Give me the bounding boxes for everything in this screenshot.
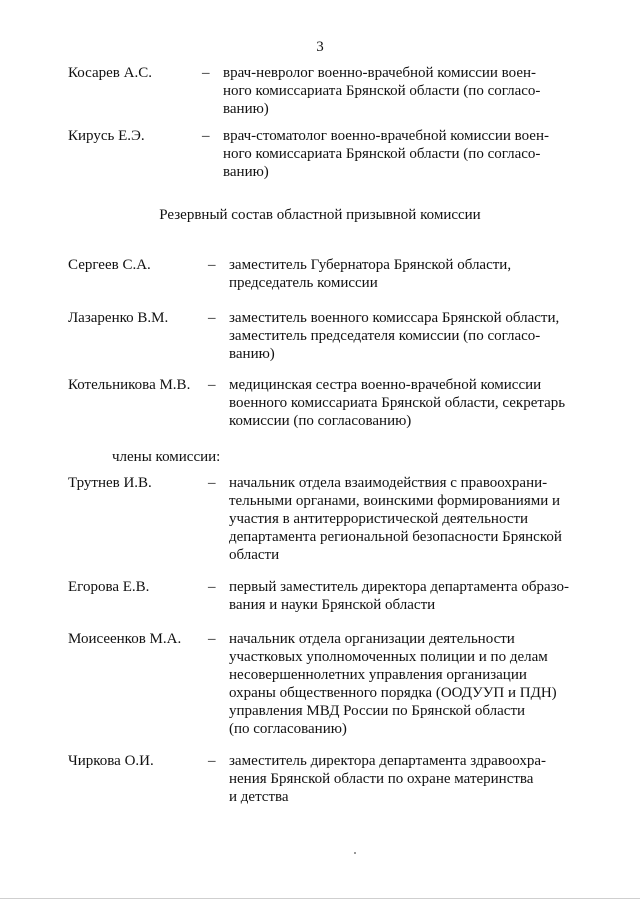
page-number: 3 <box>316 39 324 55</box>
member-role <box>229 630 557 738</box>
role-line: участия в антитеррористической деятельности <box>229 511 529 527</box>
role-line: председатель комиссии <box>229 275 378 291</box>
role-line: департамента региональной безопасности Брянской <box>229 529 562 545</box>
member-role <box>229 752 546 806</box>
member-name: Трутнев И.В. <box>68 475 152 491</box>
dash-separator: – <box>208 753 216 769</box>
role-line: охраны общественного порядка (ООДУУП и ПДН) <box>229 685 557 701</box>
member-name: Котельникова М.В. <box>68 377 191 393</box>
role-line: заместитель Губернатора Брянской области, <box>229 257 512 273</box>
dash-separator: – <box>208 310 216 326</box>
role-line: нения Брянской области по охране материнства <box>229 771 534 787</box>
scan-speck <box>354 852 356 854</box>
member-name: Моисеенков М.А. <box>68 631 182 647</box>
role-line: ванию) <box>223 101 269 117</box>
role-line: первый заместитель директора департамента образо- <box>229 579 570 595</box>
role-line: заместитель директора департамента здравоохра- <box>229 753 547 769</box>
role-line: ванию) <box>229 346 275 362</box>
dash-separator: – <box>208 475 216 491</box>
member-role <box>229 309 559 363</box>
member-role <box>229 376 565 430</box>
role-line: врач-стоматолог военно-врачебной комиссии воен- <box>223 128 549 144</box>
role-line: заместитель председателя комиссии (по согласо- <box>229 328 541 344</box>
role-line: комиссии (по согласованию) <box>229 413 412 429</box>
role-line: военного комиссариата Брянской области, секретарь <box>229 395 566 411</box>
member-role <box>229 474 562 564</box>
role-line: врач-невролог военно-врачебной комиссии воен- <box>223 65 537 81</box>
role-line: и детства <box>229 789 289 805</box>
member-name: Сергеев С.А. <box>68 257 151 273</box>
members-label: члены комиссии: <box>112 449 221 465</box>
dash-separator: – <box>202 65 210 81</box>
member-name: Егорова Е.В. <box>68 579 150 595</box>
member-role <box>229 578 569 614</box>
member-role <box>223 127 549 181</box>
role-line: (по согласованию) <box>229 721 347 737</box>
member-name: Кирусь Е.Э. <box>68 128 145 144</box>
role-line: заместитель военного комиссара Брянской области, <box>229 310 560 326</box>
role-line: участковых уполномоченных полиции и по делам <box>229 649 548 665</box>
member-role <box>223 64 540 118</box>
page-edge-rule <box>0 898 640 899</box>
member-name: Лазаренко В.М. <box>68 310 169 326</box>
role-line: вания и науки Брянской области <box>229 597 436 613</box>
role-line: начальник отдела организации деятельности <box>229 631 515 647</box>
dash-separator: – <box>208 377 216 393</box>
dash-separator: – <box>202 128 210 144</box>
role-line: медицинская сестра военно-врачебной комиссии <box>229 377 542 393</box>
role-line: управления МВД России по Брянской области <box>229 703 526 719</box>
member-role <box>229 256 511 292</box>
member-name: Косарев А.С. <box>68 65 152 81</box>
section-title: Резервный состав областной призывной комиссии <box>159 207 481 223</box>
role-line: несовершеннолетних управления организации <box>229 667 527 683</box>
dash-separator: – <box>208 579 216 595</box>
dash-separator: – <box>208 257 216 273</box>
role-line: тельными органами, воинскими формированиями и <box>229 493 561 509</box>
member-name: Чиркова О.И. <box>68 753 154 769</box>
role-line: ного комиссариата Брянской области (по согласо- <box>223 146 541 162</box>
role-line: ного комиссариата Брянской области (по согласо- <box>223 83 541 99</box>
role-line: начальник отдела взаимодействия с правоохрани- <box>229 475 548 491</box>
role-line: ванию) <box>223 164 269 180</box>
role-line: области <box>229 547 280 563</box>
dash-separator: – <box>208 631 216 647</box>
